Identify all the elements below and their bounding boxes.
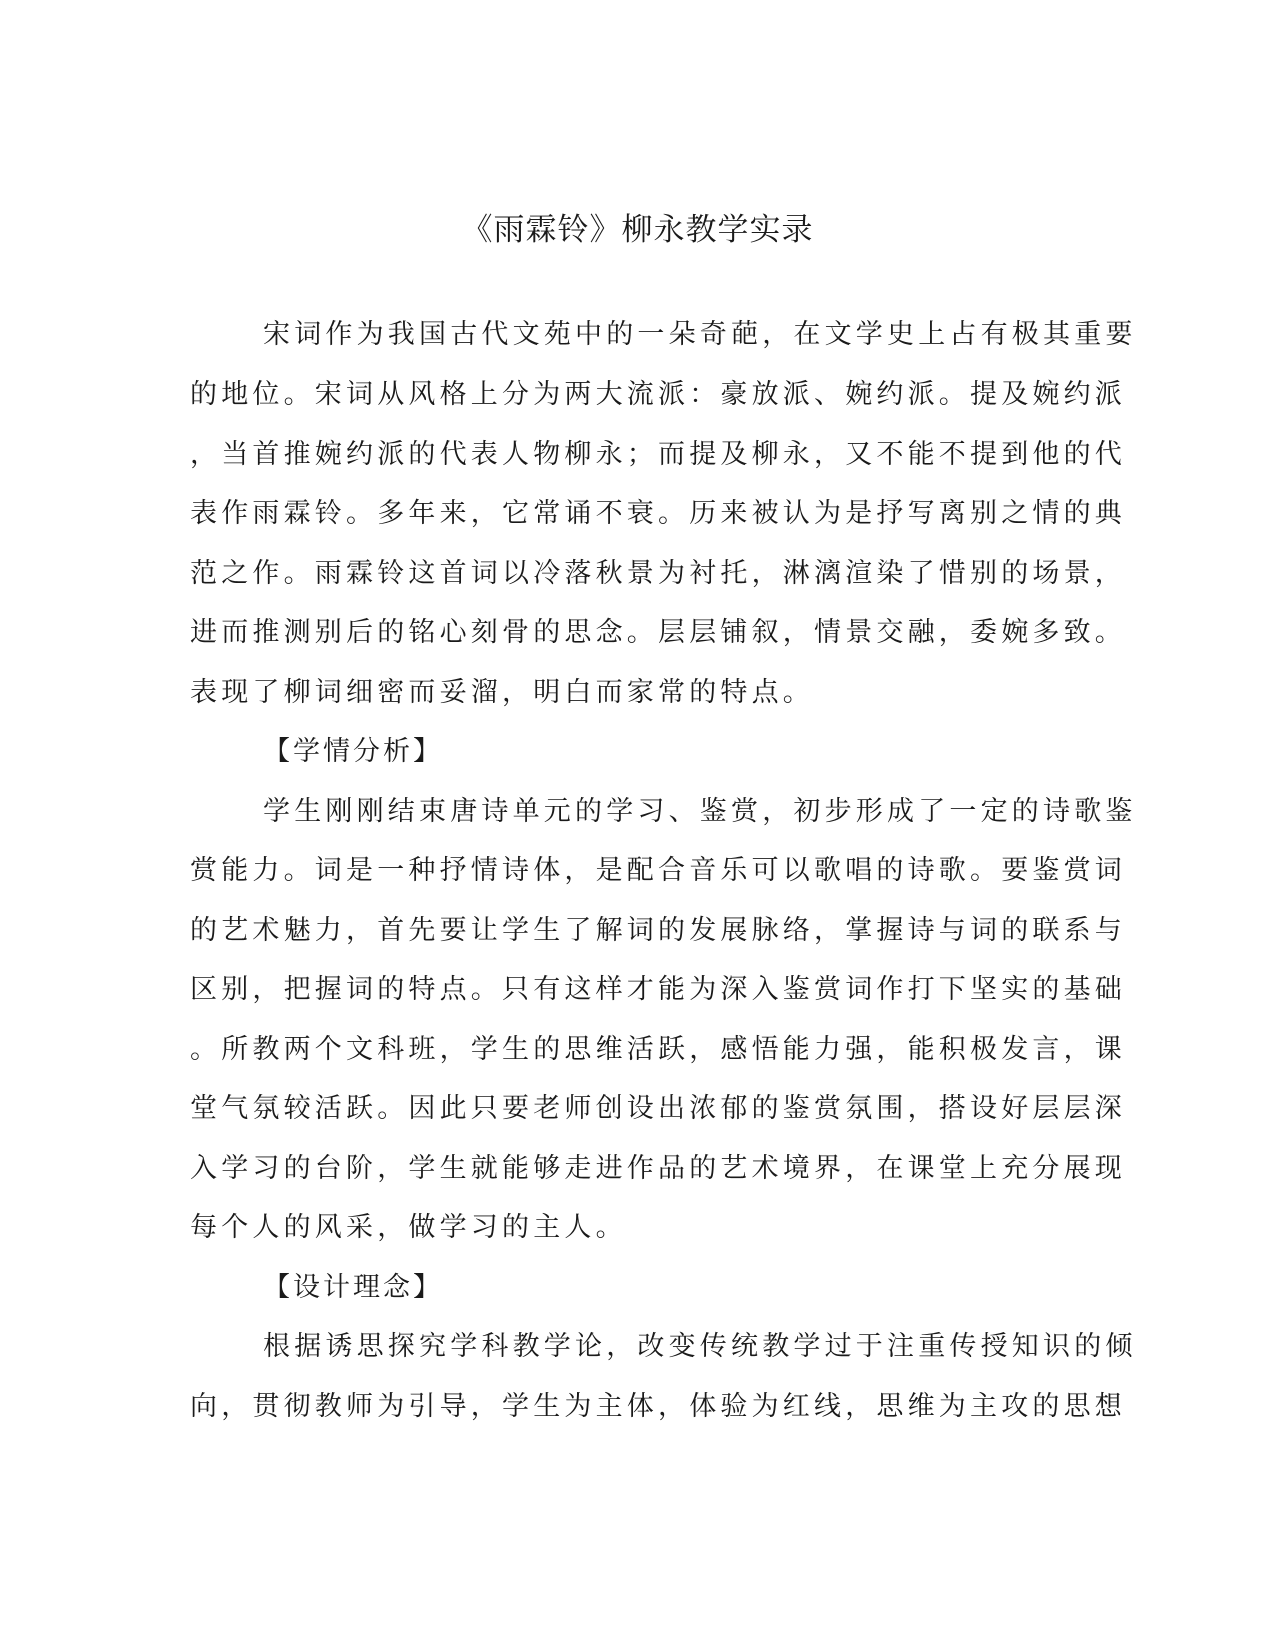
paragraph-intro-line-5: 范之作。雨霖铃这首词以冷落秋景为衬托，淋漓渲染了惜别的场景， — [190, 558, 1126, 589]
paragraph-analysis-line-3: 的艺术魅力，首先要让学生了解词的发展脉络，掌握诗与词的联系与 — [190, 915, 1126, 946]
paragraph-analysis-line-4: 区别，把握词的特点。只有这样才能为深入鉴赏词作打下坚实的基础 — [190, 974, 1126, 1005]
paragraph-intro-line-7: 表现了柳词细密而妥溜，明白而家常的特点。 — [190, 677, 814, 708]
paragraph-intro-line-6: 进而推测别后的铭心刻骨的思念。层层铺叙，情景交融，委婉多致。 — [190, 617, 1126, 648]
paragraph-design-line-1: 根据诱思探究学科教学论，改变传统教学过于注重传授知识的倾 — [263, 1331, 1137, 1362]
paragraph-analysis-line-8: 每个人的风采，做学习的主人。 — [190, 1212, 627, 1243]
paragraph-analysis-line-5: 。所教两个文科班，学生的思维活跃，感悟能力强，能积极发言，课 — [190, 1034, 1126, 1065]
paragraph-analysis-line-1: 学生刚刚结束唐诗单元的学习、鉴赏，初步形成了一定的诗歌鉴 — [263, 796, 1137, 827]
document-title: 《雨霖铃》柳永教学实录 — [461, 212, 814, 248]
paragraph-analysis-line-7: 入学习的台阶，学生就能够走进作品的艺术境界，在课堂上充分展现 — [190, 1153, 1126, 1184]
paragraph-intro-line-3: ，当首推婉约派的代表人物柳永；而提及柳永，又不能不提到他的代 — [190, 439, 1126, 470]
section-heading-learning-analysis: 【学情分析】 — [263, 736, 443, 767]
paragraph-analysis-line-2: 赏能力。词是一种抒情诗体，是配合音乐可以歌唱的诗歌。要鉴赏词 — [190, 855, 1126, 886]
paragraph-design-line-2: 向，贯彻教师为引导，学生为主体，体验为红线，思维为主攻的思想 — [190, 1391, 1126, 1422]
paragraph-intro-line-2: 的地位。宋词从风格上分为两大流派：豪放派、婉约派。提及婉约派 — [190, 379, 1126, 410]
paragraph-analysis-line-6: 堂气氛较活跃。因此只要老师创设出浓郁的鉴赏氛围，搭设好层层深 — [190, 1093, 1126, 1124]
paragraph-intro-line-1: 宋词作为我国古代文苑中的一朵奇葩，在文学史上占有极其重要 — [263, 319, 1137, 350]
section-heading-design-concept: 【设计理念】 — [263, 1272, 443, 1303]
paragraph-intro-line-4: 表作雨霖铃。多年来，它常诵不衰。历来被认为是抒写离别之情的典 — [190, 498, 1126, 529]
